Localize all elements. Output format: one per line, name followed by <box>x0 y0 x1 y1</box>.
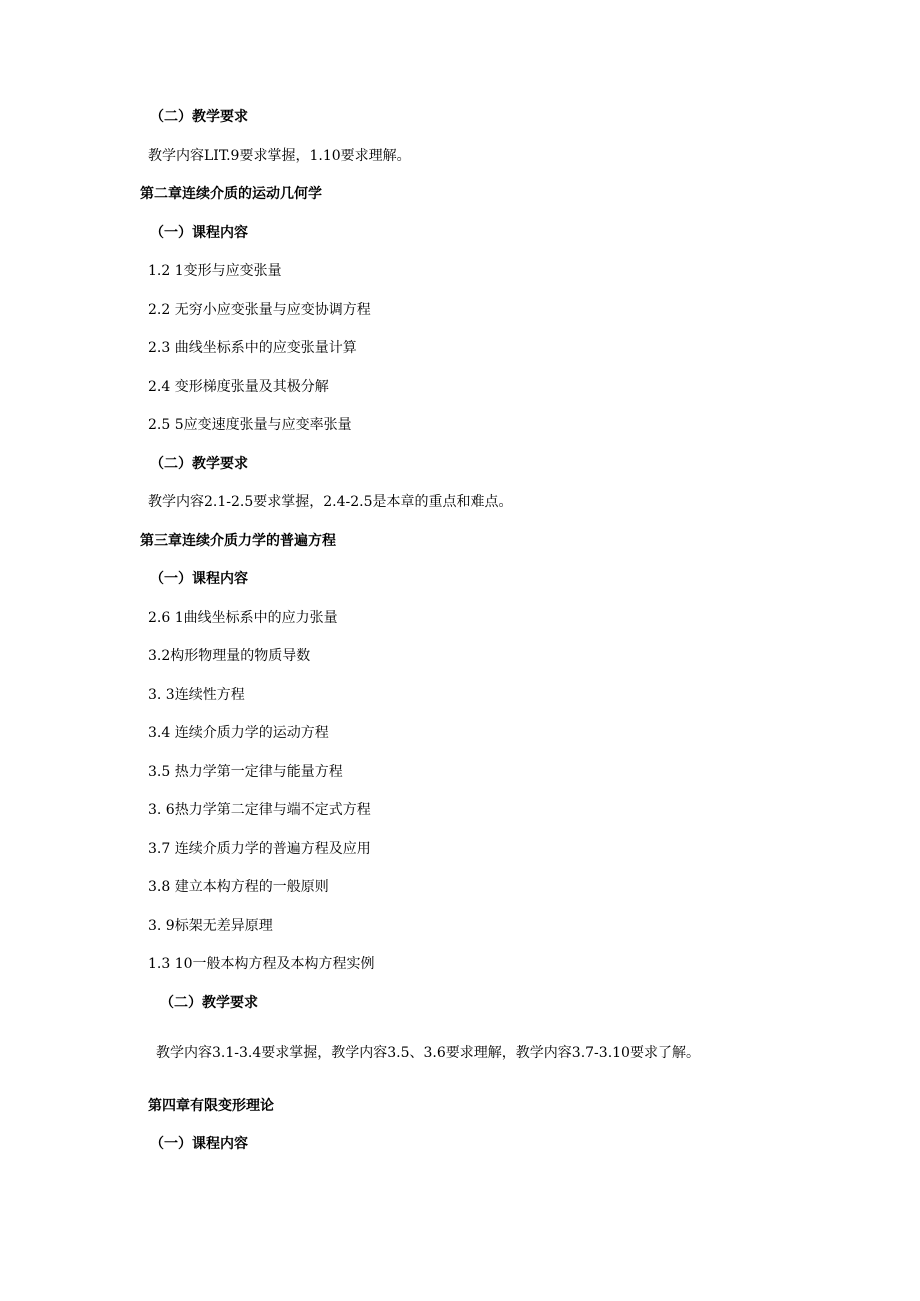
paragraph: 教学内容3.1-3.4要求掌握，教学内容3.5、3.6要求理解，教学内容3.7-3.10要求了解。 <box>156 1045 700 1061</box>
list-item: 3. 6热力学第二定律与端不定式方程 <box>148 802 371 818</box>
list-item: 3. 9标架无差异原理 <box>148 918 273 934</box>
list-item: 2.4 变形梯度张量及其极分解 <box>148 379 329 395</box>
list-item: 3.4 连续介质力学的运动方程 <box>148 725 329 741</box>
list-item: 1.2 1变形与应变张量 <box>148 263 282 279</box>
chapter-title: 第三章连续介质力学的普遍方程 <box>140 533 336 549</box>
section-heading: （一）课程内容 <box>150 1136 248 1152</box>
paragraph: 教学内容LIT.9要求掌握，1.10要求理解。 <box>148 148 411 164</box>
list-item: 3.2构形物理量的物质导数 <box>148 648 311 664</box>
list-item: 3.7 连续介质力学的普遍方程及应用 <box>148 841 371 857</box>
list-item: 1.3 10一般本构方程及本构方程实例 <box>148 956 375 972</box>
list-item: 3. 3连续性方程 <box>148 687 245 703</box>
section-heading: （一）课程内容 <box>150 225 248 241</box>
list-item: 2.5 5应变速度张量与应变率张量 <box>148 417 352 433</box>
list-item: 3.5 热力学第一定律与能量方程 <box>148 764 343 780</box>
section-heading: （二）教学要求 <box>150 456 248 472</box>
paragraph: 教学内容2.1-2.5要求掌握，2.4-2.5是本章的重点和难点。 <box>148 494 513 510</box>
section-heading: （二）教学要求 <box>160 995 258 1011</box>
section-heading: （二）教学要求 <box>150 109 248 125</box>
chapter-title: 第二章连续介质的运动几何学 <box>140 186 322 202</box>
list-item: 2.2 无穷小应变张量与应变协调方程 <box>148 302 371 318</box>
section-heading: （一）课程内容 <box>150 571 248 587</box>
list-item: 3.8 建立本构方程的一般原则 <box>148 879 329 895</box>
list-item: 2.3 曲线坐标系中的应变张量计算 <box>148 340 357 356</box>
list-item: 2.6 1曲线坐标系中的应力张量 <box>148 610 338 626</box>
chapter-title: 第四章有限变形理论 <box>148 1098 274 1114</box>
